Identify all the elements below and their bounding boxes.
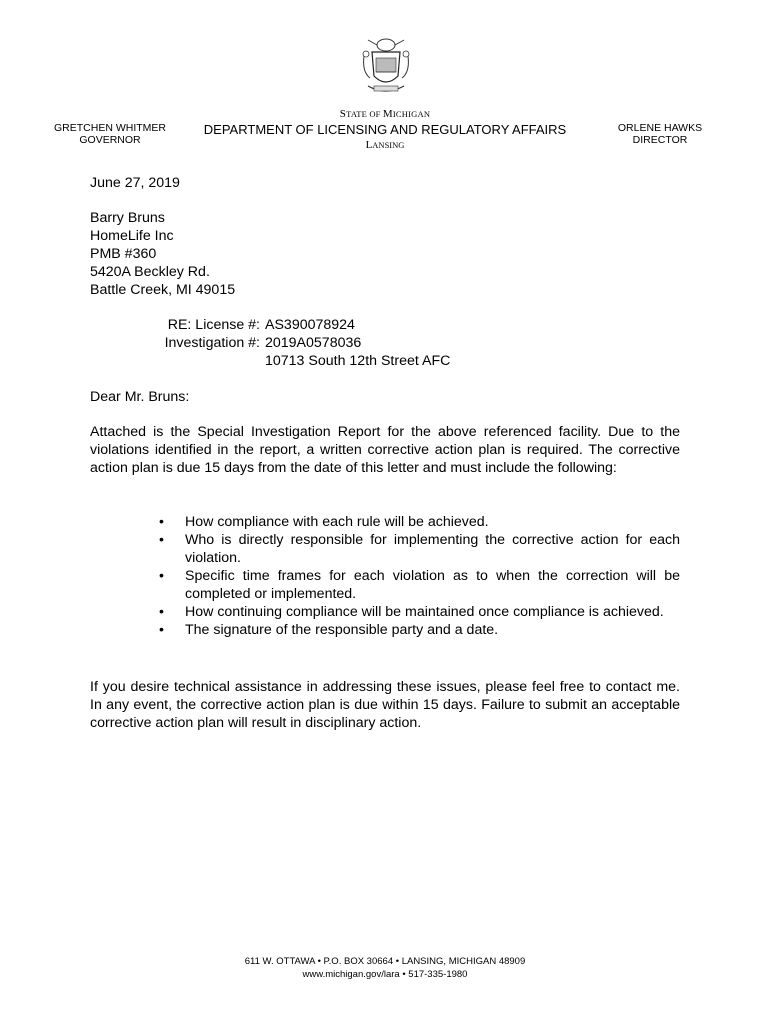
footer xyxy=(0,955,770,981)
address-line: PMB #360 xyxy=(90,246,157,262)
list-item: • Who is directly responsible for implementing the corrective action for each violation. xyxy=(159,532,680,566)
list-item: • How continuing compliance will be maintained once compliance is achieved. xyxy=(159,604,664,620)
requirements-list xyxy=(157,513,680,639)
address-line: Barry Bruns xyxy=(90,210,165,226)
governor-title: GOVERNOR xyxy=(79,134,141,146)
director-block xyxy=(590,122,730,146)
list-item: • The signature of the responsible party and a date. xyxy=(159,622,499,638)
recipient-address xyxy=(90,209,680,299)
list-item: • Specific time frames for each violation as to when the correction will be completed or implemented. xyxy=(159,568,680,602)
governor-name: GRETCHEN WHITMER xyxy=(54,122,166,134)
bullet-icon: • xyxy=(159,514,164,530)
facility-name: 10713 South 12th Street AFC xyxy=(265,353,451,369)
director-title: DIRECTOR xyxy=(632,134,688,146)
address-line: 5420A Beckley Rd. xyxy=(90,264,210,280)
license-label: RE: License #: xyxy=(167,317,260,333)
address-line: HomeLife Inc xyxy=(90,228,174,244)
director-name: ORLENE HAWKS xyxy=(617,122,703,134)
bullet-icon: • xyxy=(159,604,164,620)
license-value: AS390078924 xyxy=(265,317,355,333)
bullet-icon: • xyxy=(159,622,164,638)
reference-block xyxy=(90,316,680,370)
list-item: • How compliance with each rule will be achieved. xyxy=(159,514,489,530)
address-line: Battle Creek, MI 49015 xyxy=(90,282,236,298)
bullet-icon: • xyxy=(159,568,164,584)
michigan-state-seal-icon xyxy=(358,36,414,100)
footer-address: 611 W. OTTAWA • P.O. BOX 30664 • LANSING, MICHIGAN 48909 xyxy=(244,956,526,967)
state-line: STATE OF MICHIGAN xyxy=(339,108,431,120)
city-line: LANSING xyxy=(365,139,405,151)
governor-block xyxy=(40,122,180,146)
letterhead-center xyxy=(195,108,575,152)
salutation: Dear Mr. Bruns: xyxy=(90,389,190,405)
letter-date: June 27, 2019 xyxy=(90,175,180,191)
department-name: DEPARTMENT OF LICENSING AND REGULATORY AFFAIRS xyxy=(203,122,567,137)
paragraph-intro: Attached is the Special Investigation Report for the above referenced facility. Due to the violations identified in the report, a written corrective action plan is required. The corrective action plan is due 15 days from the date of this letter and must include the following: xyxy=(90,424,680,476)
investigation-label: Investigation #: xyxy=(164,335,260,351)
bullet-icon: • xyxy=(159,532,164,548)
investigation-value: 2019A0578036 xyxy=(265,335,362,351)
footer-contact: www.michigan.gov/lara • 517-335-1980 xyxy=(302,969,468,980)
paragraph-closing: If you desire technical assistance in addressing these issues, please feel free to contact me. In any event, the corrective action plan is due within 15 days. Failure to submit an acceptable corrective action plan will result in disciplinary action. xyxy=(90,679,680,731)
